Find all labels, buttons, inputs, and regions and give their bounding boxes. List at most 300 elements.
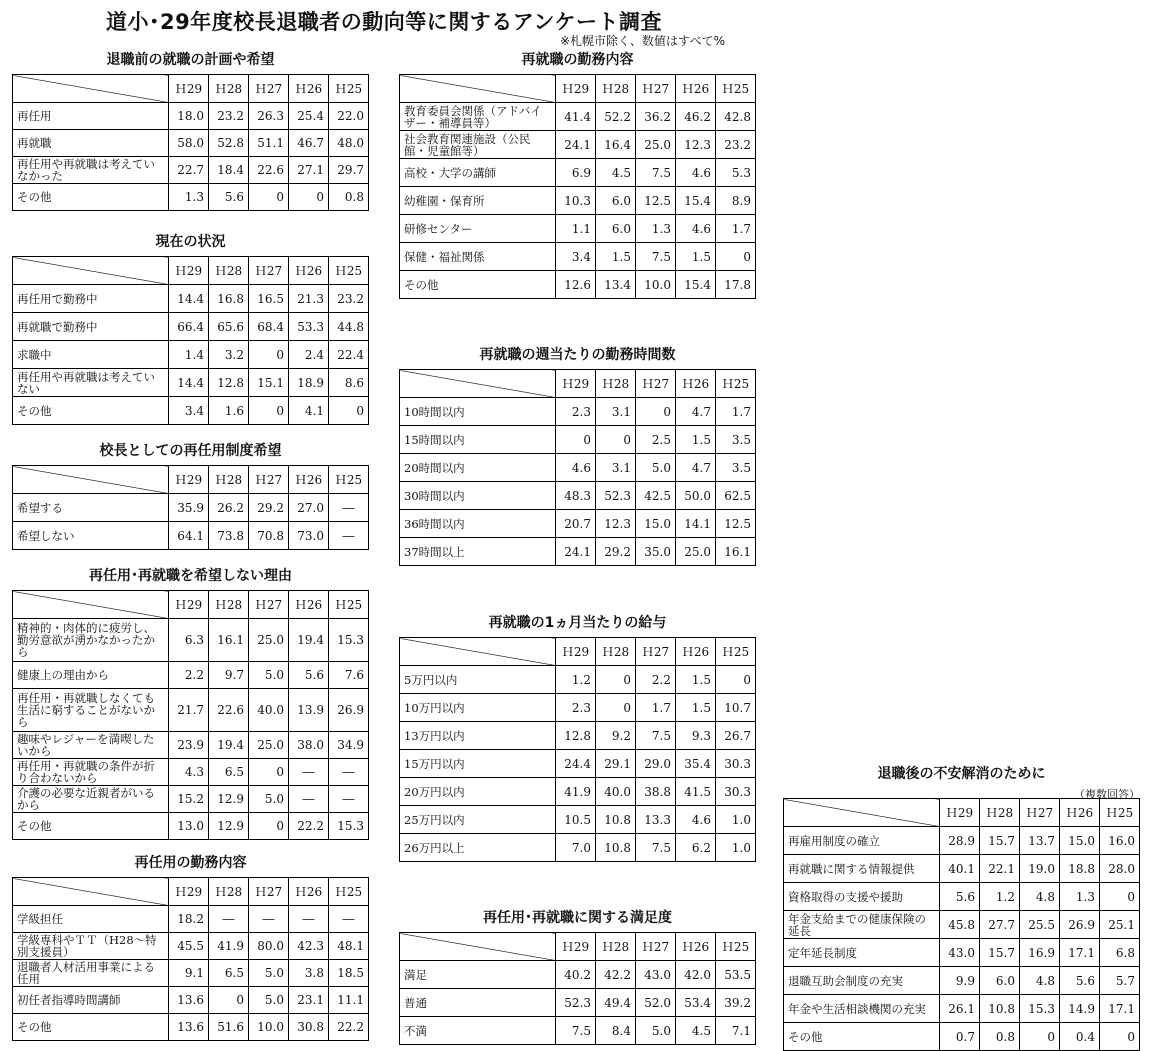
value-cell: 10.0 <box>249 1014 289 1041</box>
value-cell: 27.1 <box>289 157 329 184</box>
row-label: 20万円以内 <box>400 778 556 806</box>
year-header: Ｈ29 <box>556 75 596 103</box>
value-cell: 3.5 <box>716 426 756 454</box>
year-header: Ｈ28 <box>596 933 636 961</box>
value-cell: 0 <box>596 694 636 722</box>
row-label: 幼稚園・保育所 <box>400 187 556 215</box>
table-row <box>13 397 369 425</box>
value-cell: 6.8 <box>1100 939 1140 967</box>
value-cell: 50.0 <box>676 482 716 510</box>
value-cell: 3.4 <box>169 397 209 425</box>
year-header: Ｈ28 <box>209 466 249 494</box>
year-header: Ｈ25 <box>716 370 756 398</box>
row-label: その他 <box>784 1023 940 1051</box>
value-cell: 48.3 <box>556 482 596 510</box>
year-header: Ｈ28 <box>209 75 249 103</box>
value-cell: 13.7 <box>1020 827 1060 855</box>
row-label: 再任用や再就職は考えていない <box>13 369 169 397</box>
value-cell: 25.0 <box>676 538 716 566</box>
row-label: 26万円以上 <box>400 834 556 862</box>
year-header: Ｈ25 <box>329 466 369 494</box>
value-cell: 15.4 <box>676 187 716 215</box>
table-row <box>784 1023 1140 1051</box>
value-cell: 42.5 <box>636 482 676 510</box>
value-cell: 39.2 <box>716 989 756 1017</box>
header-row <box>13 75 369 103</box>
year-header: Ｈ28 <box>980 799 1020 827</box>
header-corner <box>400 75 556 103</box>
value-cell: 26.3 <box>249 103 289 130</box>
value-cell: 9.1 <box>169 960 209 987</box>
value-cell: 13.0 <box>169 813 209 840</box>
header-corner <box>13 75 169 103</box>
value-cell: 13.4 <box>596 271 636 299</box>
header-corner <box>13 257 169 285</box>
value-cell: 0 <box>1100 1023 1140 1051</box>
value-cell: 19.4 <box>209 732 249 759</box>
row-label: 初任者指導時間講師 <box>13 987 169 1014</box>
value-cell: 16.0 <box>1100 827 1140 855</box>
value-cell: 1.2 <box>556 666 596 694</box>
value-cell: 5.0 <box>249 987 289 1014</box>
row-label: 再任用・再就職の条件が折り合わないから <box>13 759 169 786</box>
table-row <box>400 482 756 510</box>
value-cell: 23.2 <box>209 103 249 130</box>
value-cell: 35.0 <box>636 538 676 566</box>
value-cell: 43.0 <box>940 939 980 967</box>
value-cell: 53.5 <box>716 961 756 989</box>
year-header: Ｈ25 <box>329 878 369 906</box>
value-cell: 4.3 <box>169 759 209 786</box>
value-cell: ― <box>289 906 329 933</box>
table-row <box>13 732 369 759</box>
row-label: その他 <box>13 397 169 425</box>
year-header: Ｈ29 <box>169 878 209 906</box>
table-row <box>400 271 756 299</box>
value-cell: 12.9 <box>209 786 249 813</box>
value-cell: 26.7 <box>716 722 756 750</box>
value-cell: 34.9 <box>329 732 369 759</box>
year-header: Ｈ28 <box>596 370 636 398</box>
header-row <box>400 638 756 666</box>
value-cell: 21.7 <box>169 689 209 732</box>
year-header: Ｈ27 <box>249 466 289 494</box>
row-label: 再雇用制度の確立 <box>784 827 940 855</box>
value-cell: 16.1 <box>716 538 756 566</box>
table-title: 再任用･再就職を希望しない理由 <box>89 568 292 584</box>
table-title: 再任用の勤務内容 <box>134 855 247 871</box>
value-cell: 6.0 <box>596 187 636 215</box>
value-cell: 18.0 <box>169 103 209 130</box>
value-cell: 27.7 <box>980 911 1020 939</box>
row-label: 不満 <box>400 1017 556 1045</box>
row-label: 再任用・再就職しなくても生活に窮することがないから <box>13 689 169 732</box>
value-cell: 24.1 <box>556 538 596 566</box>
row-label: その他 <box>400 271 556 299</box>
value-cell: 2.2 <box>636 666 676 694</box>
row-label: 学級担任 <box>13 906 169 933</box>
value-cell: 14.4 <box>169 285 209 313</box>
value-cell: 46.7 <box>289 130 329 157</box>
table-row <box>13 130 369 157</box>
header-corner <box>13 878 169 906</box>
row-label: 研修センター <box>400 215 556 243</box>
header-row <box>400 75 756 103</box>
value-cell: 4.6 <box>556 454 596 482</box>
table-row <box>13 933 369 960</box>
value-cell: ― <box>329 522 369 550</box>
table-row <box>400 1017 756 1045</box>
year-header: Ｈ29 <box>556 933 596 961</box>
value-cell: 22.6 <box>249 157 289 184</box>
page-note: ※札幌市除く、数値はすべて% <box>560 34 725 48</box>
value-cell: 70.8 <box>249 522 289 550</box>
value-cell: 19.4 <box>289 619 329 662</box>
year-header: Ｈ29 <box>169 591 209 619</box>
value-cell: 7.1 <box>716 1017 756 1045</box>
value-cell: ― <box>209 906 249 933</box>
value-cell: 18.5 <box>329 960 369 987</box>
year-header: Ｈ25 <box>1100 799 1140 827</box>
value-cell: 29.1 <box>596 750 636 778</box>
value-cell: 26.9 <box>1060 911 1100 939</box>
table-row <box>400 159 756 187</box>
value-cell: ― <box>249 906 289 933</box>
row-label: 精神的・肉体的に疲労し、勤労意欲が湧かなかったから <box>13 619 169 662</box>
value-cell: 23.9 <box>169 732 209 759</box>
row-label: その他 <box>13 813 169 840</box>
table-row <box>13 522 369 550</box>
value-cell: 18.8 <box>1060 855 1100 883</box>
value-cell: 40.2 <box>556 961 596 989</box>
header-corner <box>400 370 556 398</box>
table-row <box>13 786 369 813</box>
value-cell: 66.4 <box>169 313 209 341</box>
year-header: Ｈ27 <box>636 933 676 961</box>
table-row <box>400 961 756 989</box>
table-row <box>400 454 756 482</box>
table-title: 退職前の就職の計画や希望 <box>106 52 275 68</box>
row-label: 普通 <box>400 989 556 1017</box>
table-row <box>400 806 756 834</box>
value-cell: 1.6 <box>209 397 249 425</box>
table-title: 再就職の週当たりの勤務時間数 <box>479 347 676 363</box>
value-cell: 19.0 <box>1020 855 1060 883</box>
year-header: Ｈ27 <box>249 591 289 619</box>
value-cell: 12.6 <box>556 271 596 299</box>
value-cell: 23.1 <box>289 987 329 1014</box>
row-label: 37時間以上 <box>400 538 556 566</box>
row-label: 25万円以内 <box>400 806 556 834</box>
value-cell: 41.5 <box>676 778 716 806</box>
table-row <box>13 906 369 933</box>
data-table <box>12 465 369 550</box>
value-cell: 4.6 <box>676 215 716 243</box>
value-cell: 40.0 <box>249 689 289 732</box>
table-row <box>400 538 756 566</box>
row-label: 20時間以内 <box>400 454 556 482</box>
row-label: 希望しない <box>13 522 169 550</box>
value-cell: 0 <box>249 813 289 840</box>
value-cell: 0 <box>249 759 289 786</box>
value-cell: 41.9 <box>209 933 249 960</box>
value-cell: ― <box>329 786 369 813</box>
value-cell: 41.4 <box>556 103 596 131</box>
row-label: 高校・大学の講師 <box>400 159 556 187</box>
row-label: 再任用や再就職は考えていなかった <box>13 157 169 184</box>
value-cell: 15.0 <box>636 510 676 538</box>
value-cell: 22.2 <box>289 813 329 840</box>
table-section <box>12 50 369 211</box>
value-cell: 24.4 <box>556 750 596 778</box>
value-cell: 16.1 <box>209 619 249 662</box>
table-row <box>784 911 1140 939</box>
header-row <box>400 933 756 961</box>
row-label: 再就職で勤務中 <box>13 313 169 341</box>
year-header: Ｈ26 <box>289 75 329 103</box>
year-header: Ｈ28 <box>209 257 249 285</box>
value-cell: 10.8 <box>980 995 1020 1023</box>
table-row <box>13 1014 369 1041</box>
year-header: Ｈ29 <box>556 370 596 398</box>
value-cell: 3.2 <box>209 341 249 369</box>
row-label: 求職中 <box>13 341 169 369</box>
value-cell: 1.5 <box>676 426 716 454</box>
value-cell: 48.1 <box>329 933 369 960</box>
table-row <box>400 398 756 426</box>
value-cell: 0 <box>716 243 756 271</box>
value-cell: 1.0 <box>716 806 756 834</box>
row-label: 再任用で勤務中 <box>13 285 169 313</box>
value-cell: 29.2 <box>596 538 636 566</box>
row-label: 資格取得の支援や援助 <box>784 883 940 911</box>
row-label: 介護の必要な近親者がいるから <box>13 786 169 813</box>
value-cell: 1.3 <box>1060 883 1100 911</box>
value-cell: 5.3 <box>716 159 756 187</box>
value-cell: 6.9 <box>556 159 596 187</box>
value-cell: 0.7 <box>940 1023 980 1051</box>
year-header: Ｈ26 <box>289 466 329 494</box>
value-cell: 6.2 <box>676 834 716 862</box>
value-cell: 4.6 <box>676 806 716 834</box>
year-header: Ｈ27 <box>636 75 676 103</box>
value-cell: 29.2 <box>249 494 289 522</box>
value-cell: 9.7 <box>209 662 249 689</box>
value-cell: 2.5 <box>636 426 676 454</box>
value-cell: 2.4 <box>289 341 329 369</box>
value-cell: 0 <box>716 666 756 694</box>
value-cell: 7.5 <box>636 159 676 187</box>
value-cell: 52.0 <box>636 989 676 1017</box>
data-table <box>12 590 369 840</box>
year-header: Ｈ26 <box>676 933 716 961</box>
table-row <box>400 426 756 454</box>
value-cell: 43.0 <box>636 961 676 989</box>
value-cell: 35.4 <box>676 750 716 778</box>
value-cell: 5.6 <box>289 662 329 689</box>
value-cell: ― <box>289 786 329 813</box>
value-cell: 12.8 <box>556 722 596 750</box>
value-cell: 22.2 <box>329 1014 369 1041</box>
table-row <box>784 939 1140 967</box>
table-row <box>13 369 369 397</box>
table-row <box>400 243 756 271</box>
value-cell: 5.7 <box>1100 967 1140 995</box>
value-cell: 0 <box>209 987 249 1014</box>
data-table <box>783 798 1140 1051</box>
table-row <box>13 689 369 732</box>
value-cell: 9.3 <box>676 722 716 750</box>
year-header: Ｈ25 <box>329 257 369 285</box>
value-cell: 52.8 <box>209 130 249 157</box>
header-row <box>400 370 756 398</box>
value-cell: 51.1 <box>249 130 289 157</box>
value-cell: 42.2 <box>596 961 636 989</box>
row-label: 再任用 <box>13 103 169 130</box>
value-cell: 27.0 <box>289 494 329 522</box>
value-cell: 29.7 <box>329 157 369 184</box>
year-header: Ｈ27 <box>249 257 289 285</box>
value-cell: 30.8 <box>289 1014 329 1041</box>
value-cell: 9.9 <box>940 967 980 995</box>
header-row <box>13 591 369 619</box>
value-cell: 0 <box>1100 883 1140 911</box>
header-corner <box>400 638 556 666</box>
value-cell: 7.5 <box>636 722 676 750</box>
value-cell: 25.5 <box>1020 911 1060 939</box>
value-cell: 35.9 <box>169 494 209 522</box>
table-row <box>784 967 1140 995</box>
row-label: 15万円以内 <box>400 750 556 778</box>
value-cell: 58.0 <box>169 130 209 157</box>
value-cell: 10.0 <box>636 271 676 299</box>
year-header: Ｈ29 <box>940 799 980 827</box>
value-cell: 13.6 <box>169 1014 209 1041</box>
table-subtitle: （複数回答） <box>1074 788 1140 801</box>
table-row <box>13 987 369 1014</box>
year-header: Ｈ26 <box>289 878 329 906</box>
value-cell: 0 <box>289 184 329 211</box>
value-cell: 0 <box>596 666 636 694</box>
table-row <box>400 694 756 722</box>
value-cell: 12.5 <box>716 510 756 538</box>
value-cell: 0 <box>249 397 289 425</box>
value-cell: 7.5 <box>636 834 676 862</box>
header-row <box>13 878 369 906</box>
value-cell: 1.5 <box>676 694 716 722</box>
header-corner <box>13 466 169 494</box>
value-cell: 14.4 <box>169 369 209 397</box>
table-title: 再就職の1ヵ月当たりの給与 <box>488 615 667 631</box>
value-cell: 45.5 <box>169 933 209 960</box>
value-cell: 16.5 <box>249 285 289 313</box>
value-cell: 5.6 <box>1060 967 1100 995</box>
value-cell: 15.2 <box>169 786 209 813</box>
value-cell: 46.2 <box>676 103 716 131</box>
value-cell: 17.1 <box>1060 939 1100 967</box>
table-row <box>400 103 756 131</box>
value-cell: ― <box>289 759 329 786</box>
value-cell: 38.0 <box>289 732 329 759</box>
table-row <box>13 494 369 522</box>
year-header: Ｈ28 <box>596 75 636 103</box>
value-cell: 4.6 <box>676 159 716 187</box>
row-label: 年金支給までの健康保険の延長 <box>784 911 940 939</box>
table-title: 再任用･再就職に関する満足度 <box>483 910 672 926</box>
value-cell: 40.1 <box>940 855 980 883</box>
table-section <box>783 764 1140 1051</box>
value-cell: 28.0 <box>1100 855 1140 883</box>
data-table <box>12 256 369 425</box>
table-row <box>400 778 756 806</box>
row-label: 教育委員会関係（アドバイザー・補導員等） <box>400 103 556 131</box>
value-cell: 73.0 <box>289 522 329 550</box>
value-cell: 49.4 <box>596 989 636 1017</box>
year-header: Ｈ27 <box>249 75 289 103</box>
value-cell: 4.7 <box>676 454 716 482</box>
header-corner <box>784 799 940 827</box>
value-cell: 41.9 <box>556 778 596 806</box>
value-cell: 5.6 <box>209 184 249 211</box>
value-cell: 15.3 <box>329 813 369 840</box>
value-cell: 4.8 <box>1020 967 1060 995</box>
value-cell: 1.7 <box>636 694 676 722</box>
row-label: 36時間以内 <box>400 510 556 538</box>
value-cell: 22.0 <box>329 103 369 130</box>
data-table <box>12 74 369 211</box>
row-label: 健康上の理由から <box>13 662 169 689</box>
year-header: Ｈ26 <box>676 370 716 398</box>
value-cell: 80.0 <box>249 933 289 960</box>
value-cell: 68.4 <box>249 313 289 341</box>
value-cell: 4.5 <box>596 159 636 187</box>
value-cell: 1.0 <box>716 834 756 862</box>
year-header: Ｈ25 <box>716 75 756 103</box>
value-cell: 3.8 <box>289 960 329 987</box>
value-cell: 10.3 <box>556 187 596 215</box>
value-cell: 1.3 <box>169 184 209 211</box>
header-row <box>13 257 369 285</box>
value-cell: 52.2 <box>596 103 636 131</box>
value-cell: 21.3 <box>289 285 329 313</box>
value-cell: 25.0 <box>249 732 289 759</box>
value-cell: 0.8 <box>329 184 369 211</box>
value-cell: 14.1 <box>676 510 716 538</box>
table-section <box>399 908 756 1045</box>
value-cell: 17.1 <box>1100 995 1140 1023</box>
page-title: 道小･29年度校長退職者の動向等に関するアンケート調査 <box>106 10 662 34</box>
table-row <box>400 187 756 215</box>
table-row <box>784 883 1140 911</box>
value-cell: 4.5 <box>676 1017 716 1045</box>
table-row <box>400 215 756 243</box>
data-table <box>399 74 756 299</box>
value-cell: 18.2 <box>169 906 209 933</box>
value-cell: 23.2 <box>716 131 756 159</box>
value-cell: 3.1 <box>596 398 636 426</box>
value-cell: 0 <box>329 397 369 425</box>
year-header: Ｈ26 <box>289 591 329 619</box>
value-cell: 15.3 <box>329 619 369 662</box>
data-table <box>399 369 756 566</box>
value-cell: 26.2 <box>209 494 249 522</box>
value-cell: 7.0 <box>556 834 596 862</box>
value-cell: 1.2 <box>980 883 1020 911</box>
year-header: Ｈ25 <box>329 75 369 103</box>
value-cell: 7.5 <box>556 1017 596 1045</box>
table-section <box>12 566 369 840</box>
value-cell: 2.2 <box>169 662 209 689</box>
